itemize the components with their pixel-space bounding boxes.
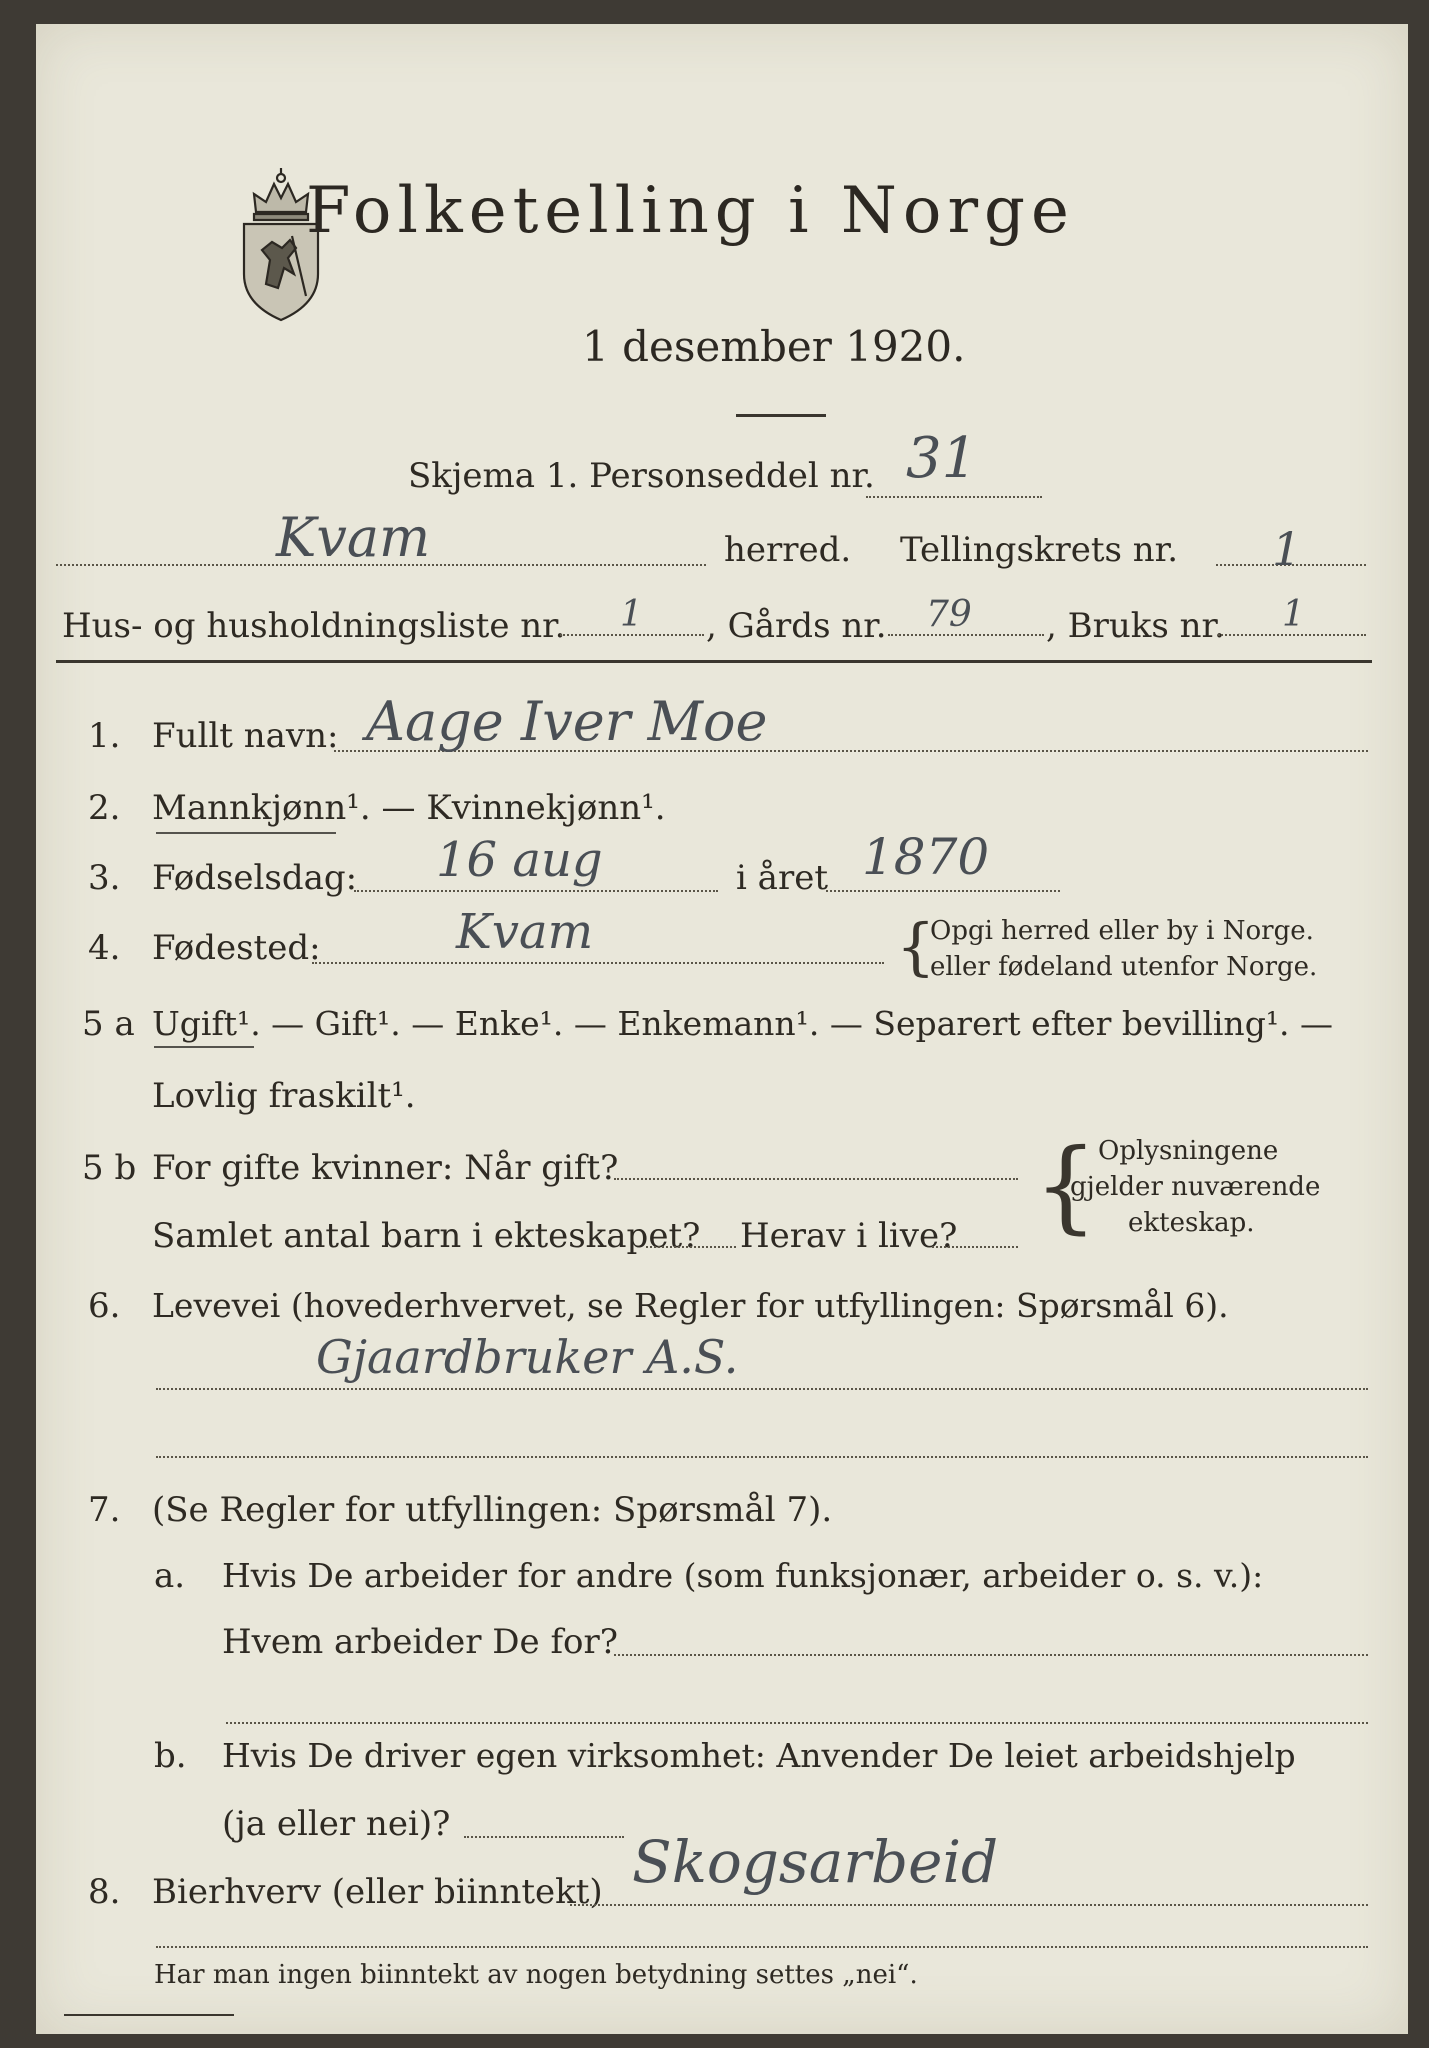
q3-number: 3. <box>88 858 121 898</box>
q5a-line-1: Ugift¹. — Gift¹. — Enke¹. — Enkemann¹. — Separert efter bevilling¹. — <box>152 1004 1334 1043</box>
q3-day-line <box>354 890 718 892</box>
q5b-alive-line <box>932 1246 1018 1248</box>
q5a-line-2: Lovlig fraskilt¹. <box>152 1076 416 1116</box>
q7a-number: a. <box>154 1556 186 1596</box>
q4-value: Kvam <box>456 904 594 960</box>
herred-value: Kvam <box>276 506 431 569</box>
q1-label: Fullt navn: <box>152 716 339 756</box>
q5b-when-line <box>614 1178 1018 1180</box>
q2-number: 2. <box>88 788 121 828</box>
q2-label: Mannkjønn¹. — Kvinnekjønn¹. <box>152 788 666 828</box>
q5b-note-2: gjelder nuværende <box>1070 1172 1321 1202</box>
q7a-line-2: Hvem arbeider De for? <box>222 1622 618 1662</box>
q7b-number: b. <box>154 1736 187 1776</box>
q5b-brace: { <box>1034 1127 1098 1244</box>
q8-line-extra <box>156 1946 1368 1948</box>
q8-line <box>570 1904 1368 1906</box>
q8-label: Bierhverv (eller biinntekt) <box>152 1872 603 1912</box>
q3-year-label: i året <box>736 858 828 898</box>
bruks-label: , Bruks nr. <box>1046 606 1225 646</box>
q8-number: 8. <box>88 1872 121 1912</box>
census-form-sheet <box>36 24 1408 2034</box>
q4-note-2: eller fødeland utenfor Norge. <box>930 952 1318 982</box>
q4-note-1: Opgi herred eller by i Norge. <box>930 916 1314 946</box>
q6-line-2 <box>156 1456 1368 1458</box>
form-number-value: 31 <box>906 426 978 491</box>
krets-value: 1 <box>1272 522 1302 576</box>
q1-number: 1. <box>88 716 121 756</box>
q7-label: (Se Regler for utfyllingen: Spørsmål 7). <box>152 1490 833 1530</box>
q2-underline-mark <box>156 832 336 834</box>
q4-label: Fødested: <box>152 928 321 968</box>
q5b-line-1: For gifte kvinner: Når gift? <box>152 1148 619 1188</box>
gards-label: , Gårds nr. <box>706 606 887 646</box>
q3-year-line <box>826 890 1060 892</box>
q4-brace: { <box>896 910 936 983</box>
q5b-note-1: Oplysningene <box>1098 1136 1279 1166</box>
q6-number: 6. <box>88 1286 121 1326</box>
q5a-underline-mark <box>154 1046 254 1048</box>
q3-value: 16 aug <box>436 832 603 888</box>
q5b-number: 5 b <box>82 1148 137 1188</box>
hus-value: 1 <box>620 594 643 635</box>
q5a-number: 5 a <box>82 1004 135 1044</box>
form-title: Folketelling i Norge <box>306 174 1075 248</box>
bruks-value: 1 <box>1282 594 1305 635</box>
q4-number: 4. <box>88 928 121 968</box>
q1-value: Aage Iver Moe <box>366 690 768 753</box>
hus-label: Hus- og husholdningsliste nr. <box>62 606 566 646</box>
q8-value: Skogsarbeid <box>632 1828 999 1896</box>
q6-line-1 <box>156 1388 1368 1390</box>
q7a-line-extra <box>226 1722 1368 1724</box>
census-date: 1 desember 1920. <box>582 322 966 371</box>
q7b-line-2: (ja eller nei)? <box>222 1804 451 1844</box>
herred-label: herred. <box>724 530 852 570</box>
q7b-line <box>464 1836 624 1838</box>
q7a-line-1: Hvis De arbeider for andre (som funksjonær, arbeider o. s. v.): <box>222 1556 1264 1595</box>
krets-label: Tellingskrets nr. <box>900 530 1179 570</box>
gards-value: 79 <box>926 594 972 635</box>
q6-value: Gjaardbruker A.S. <box>316 1330 739 1384</box>
q5b-note-3: ekteskap. <box>1128 1208 1255 1238</box>
title-divider <box>736 414 826 417</box>
q6-label: Levevei (hovederhvervet, se Regler for utfyllingen: Spørsmål 6). <box>152 1286 1229 1325</box>
footer-note: Har man ingen biinntekt av nogen betydning settes „nei“. <box>154 1960 918 1990</box>
footer-rule <box>64 2014 234 2016</box>
q4-line <box>312 962 884 964</box>
q7b-line-1: Hvis De driver egen virksomhet: Anvender De leiet arbeidshjelp <box>222 1736 1296 1775</box>
q3-year-value: 1870 <box>862 828 990 886</box>
q3-label: Fødselsdag: <box>152 858 358 898</box>
q5b-alive-label: Herav i live? <box>740 1216 958 1256</box>
form-number-label: Skjema 1. Personseddel nr. <box>408 456 875 496</box>
q5b-children-line <box>646 1246 736 1248</box>
q7a-line <box>614 1654 1368 1656</box>
form-number-line <box>866 496 1042 498</box>
header-rule <box>56 660 1372 663</box>
q5b-children-label: Samlet antal barn i ekteskapet? <box>152 1216 701 1256</box>
q7-number: 7. <box>88 1490 121 1530</box>
